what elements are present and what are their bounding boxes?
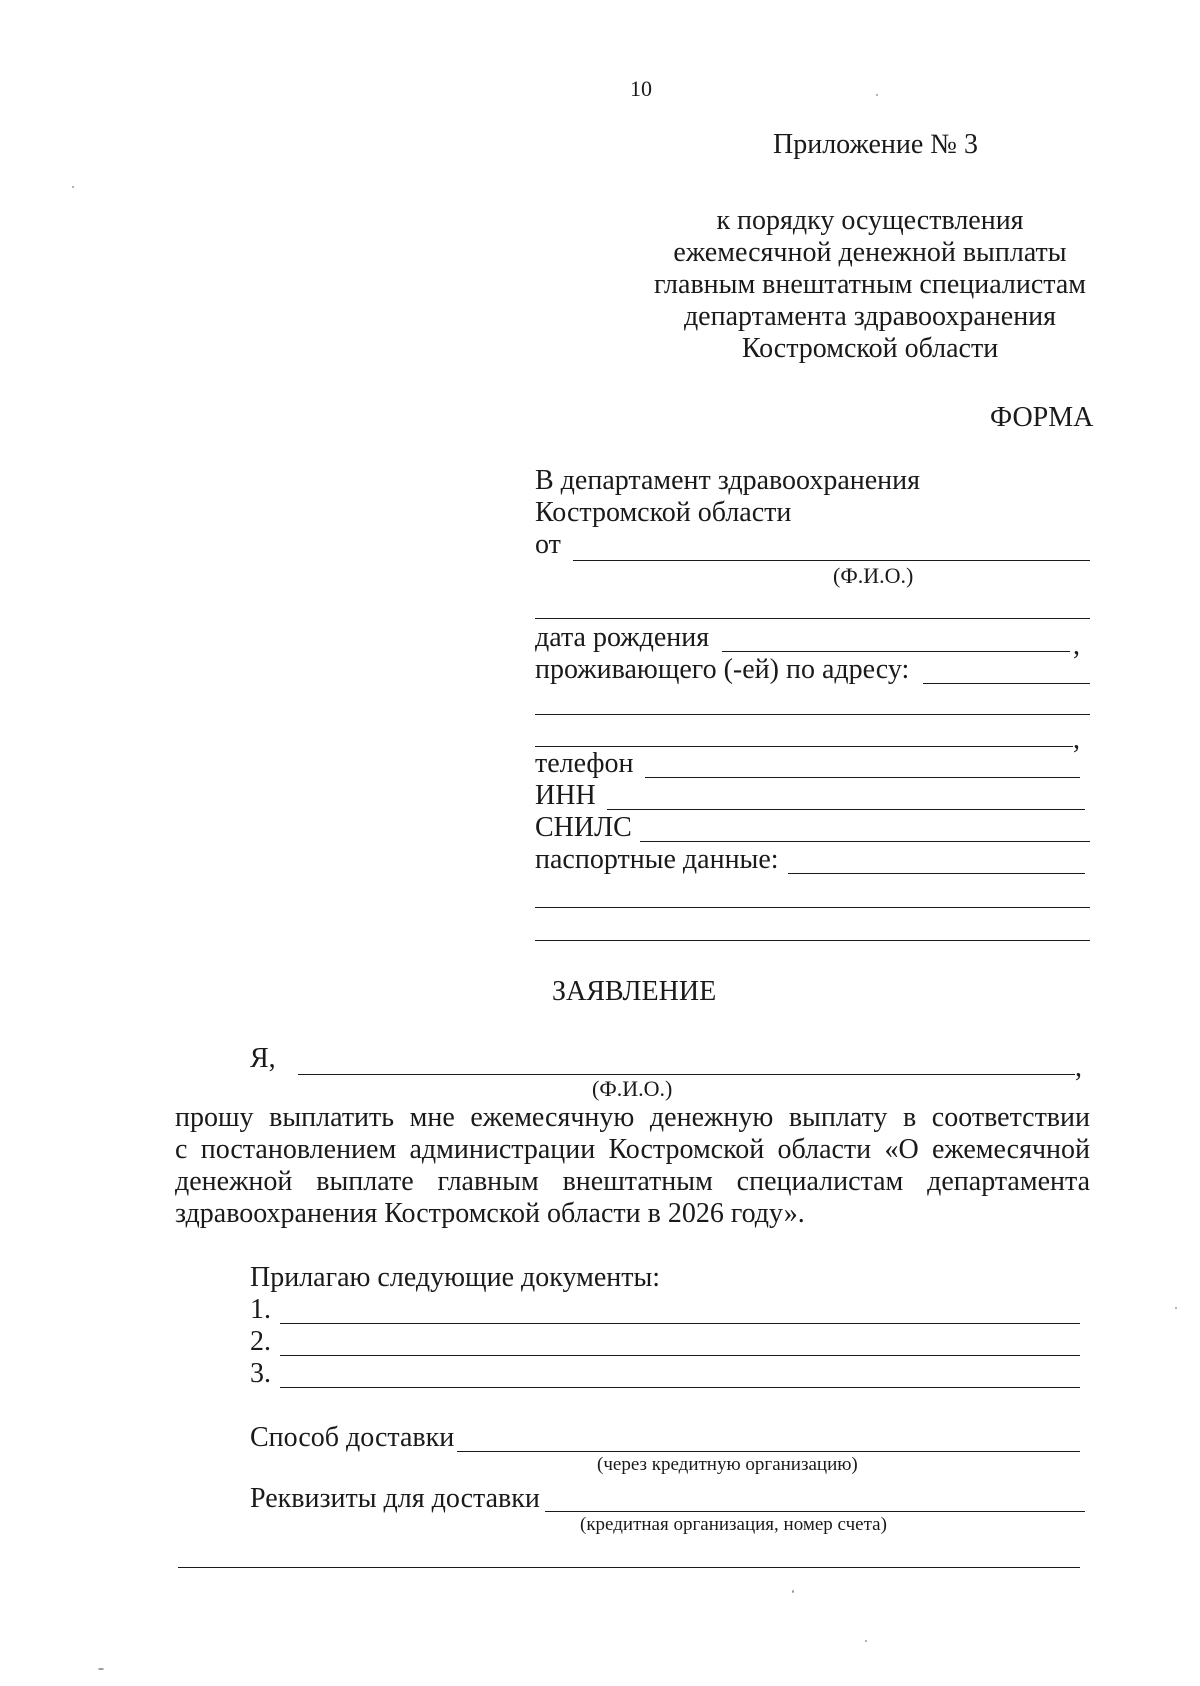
address-comma: , [1073, 724, 1080, 755]
delivery-details-label: Реквизиты для доставки [250, 1483, 540, 1514]
birth-date-comma: , [1073, 630, 1080, 661]
page-number: 10 [630, 76, 652, 101]
statement-body-line-2: с постановлением администрации Костромской области «О ежемесячной [175, 1134, 1090, 1165]
attachment-field-3[interactable] [280, 1387, 1080, 1388]
addressee-line-2: Костромской области [535, 497, 792, 528]
phone-field[interactable] [645, 777, 1080, 778]
attachment-field-1[interactable] [280, 1323, 1080, 1324]
scan-speck [876, 94, 878, 96]
statement-comma: , [1075, 1052, 1082, 1083]
scan-speck [865, 1640, 867, 1642]
phone-label: телефон [535, 748, 634, 779]
passport-field-1[interactable] [788, 873, 1085, 874]
attachment-field-2[interactable] [280, 1355, 1080, 1356]
from-label: от [535, 529, 561, 560]
scan-speck [98, 1668, 104, 1670]
passport-field-2[interactable] [535, 907, 1090, 908]
statement-i-label: Я, [250, 1043, 276, 1074]
appendix-title: Приложение № 3 [773, 129, 978, 160]
appendix-subtitle-line-1: к порядку осуществления [716, 205, 1024, 236]
attachment-number-1: 1. [250, 1294, 271, 1325]
appendix-subtitle-line-3: главным внештатным специалистам [653, 269, 1087, 300]
scan-speck [792, 1590, 794, 1593]
statement-body-line-4: здравоохранения Костромской области в 2026 году». [175, 1198, 805, 1229]
snils-field[interactable] [640, 841, 1090, 842]
attachment-number-2: 2. [250, 1326, 271, 1357]
address-field-1[interactable] [923, 683, 1090, 684]
address-label: проживающего (-ей) по адресу: [535, 654, 910, 685]
addressee-line-1: В департамент здравоохранения [535, 465, 921, 496]
delivery-details-field[interactable] [545, 1511, 1085, 1512]
address-field-3[interactable] [535, 746, 1073, 747]
statement-title: ЗАЯВЛЕНИЕ [552, 976, 717, 1007]
fio-continuation-field[interactable] [535, 618, 1090, 619]
inn-field[interactable] [607, 809, 1085, 810]
from-fio-hint: (Ф.И.О.) [833, 563, 914, 588]
appendix-subtitle-line-4: департамента здравоохранения [683, 301, 1057, 332]
birth-date-label: дата рождения [535, 622, 710, 653]
appendix-subtitle-line-2: ежемесячной денежной выплаты [673, 237, 1067, 268]
passport-field-3[interactable] [535, 940, 1090, 941]
attachments-label: Прилагаю следующие документы: [250, 1262, 661, 1293]
birth-date-field[interactable] [722, 651, 1070, 652]
address-field-2[interactable] [535, 714, 1090, 715]
statement-body-line-3: денежной выплате главным внештатным специалистам департамента [175, 1166, 1090, 1197]
attachment-number-3: 3. [250, 1358, 271, 1389]
form-label: ФОРМА [990, 402, 1094, 433]
scan-speck [72, 186, 74, 188]
statement-fio-field[interactable] [298, 1074, 1075, 1075]
statement-fio-hint: (Ф.И.О.) [592, 1076, 673, 1101]
delivery-details-continuation-field[interactable] [178, 1567, 1080, 1568]
inn-label: ИНН [535, 780, 596, 811]
passport-label: паспортные данные: [535, 844, 779, 875]
statement-body-line-1: прошу выплатить мне ежемесячную денежную выплату в соответствии [175, 1102, 1090, 1133]
delivery-method-field[interactable] [457, 1451, 1080, 1452]
appendix-subtitle-line-5: Костромской области [741, 333, 999, 364]
scan-speck [1175, 1307, 1177, 1309]
delivery-method-label: Способ доставки [250, 1422, 455, 1453]
delivery-method-hint: (через кредитную организацию) [597, 1454, 858, 1475]
from-fio-field[interactable] [573, 560, 1090, 561]
snils-label: СНИЛС [535, 812, 632, 843]
delivery-details-hint: (кредитная организация, номер счета) [580, 1514, 887, 1535]
